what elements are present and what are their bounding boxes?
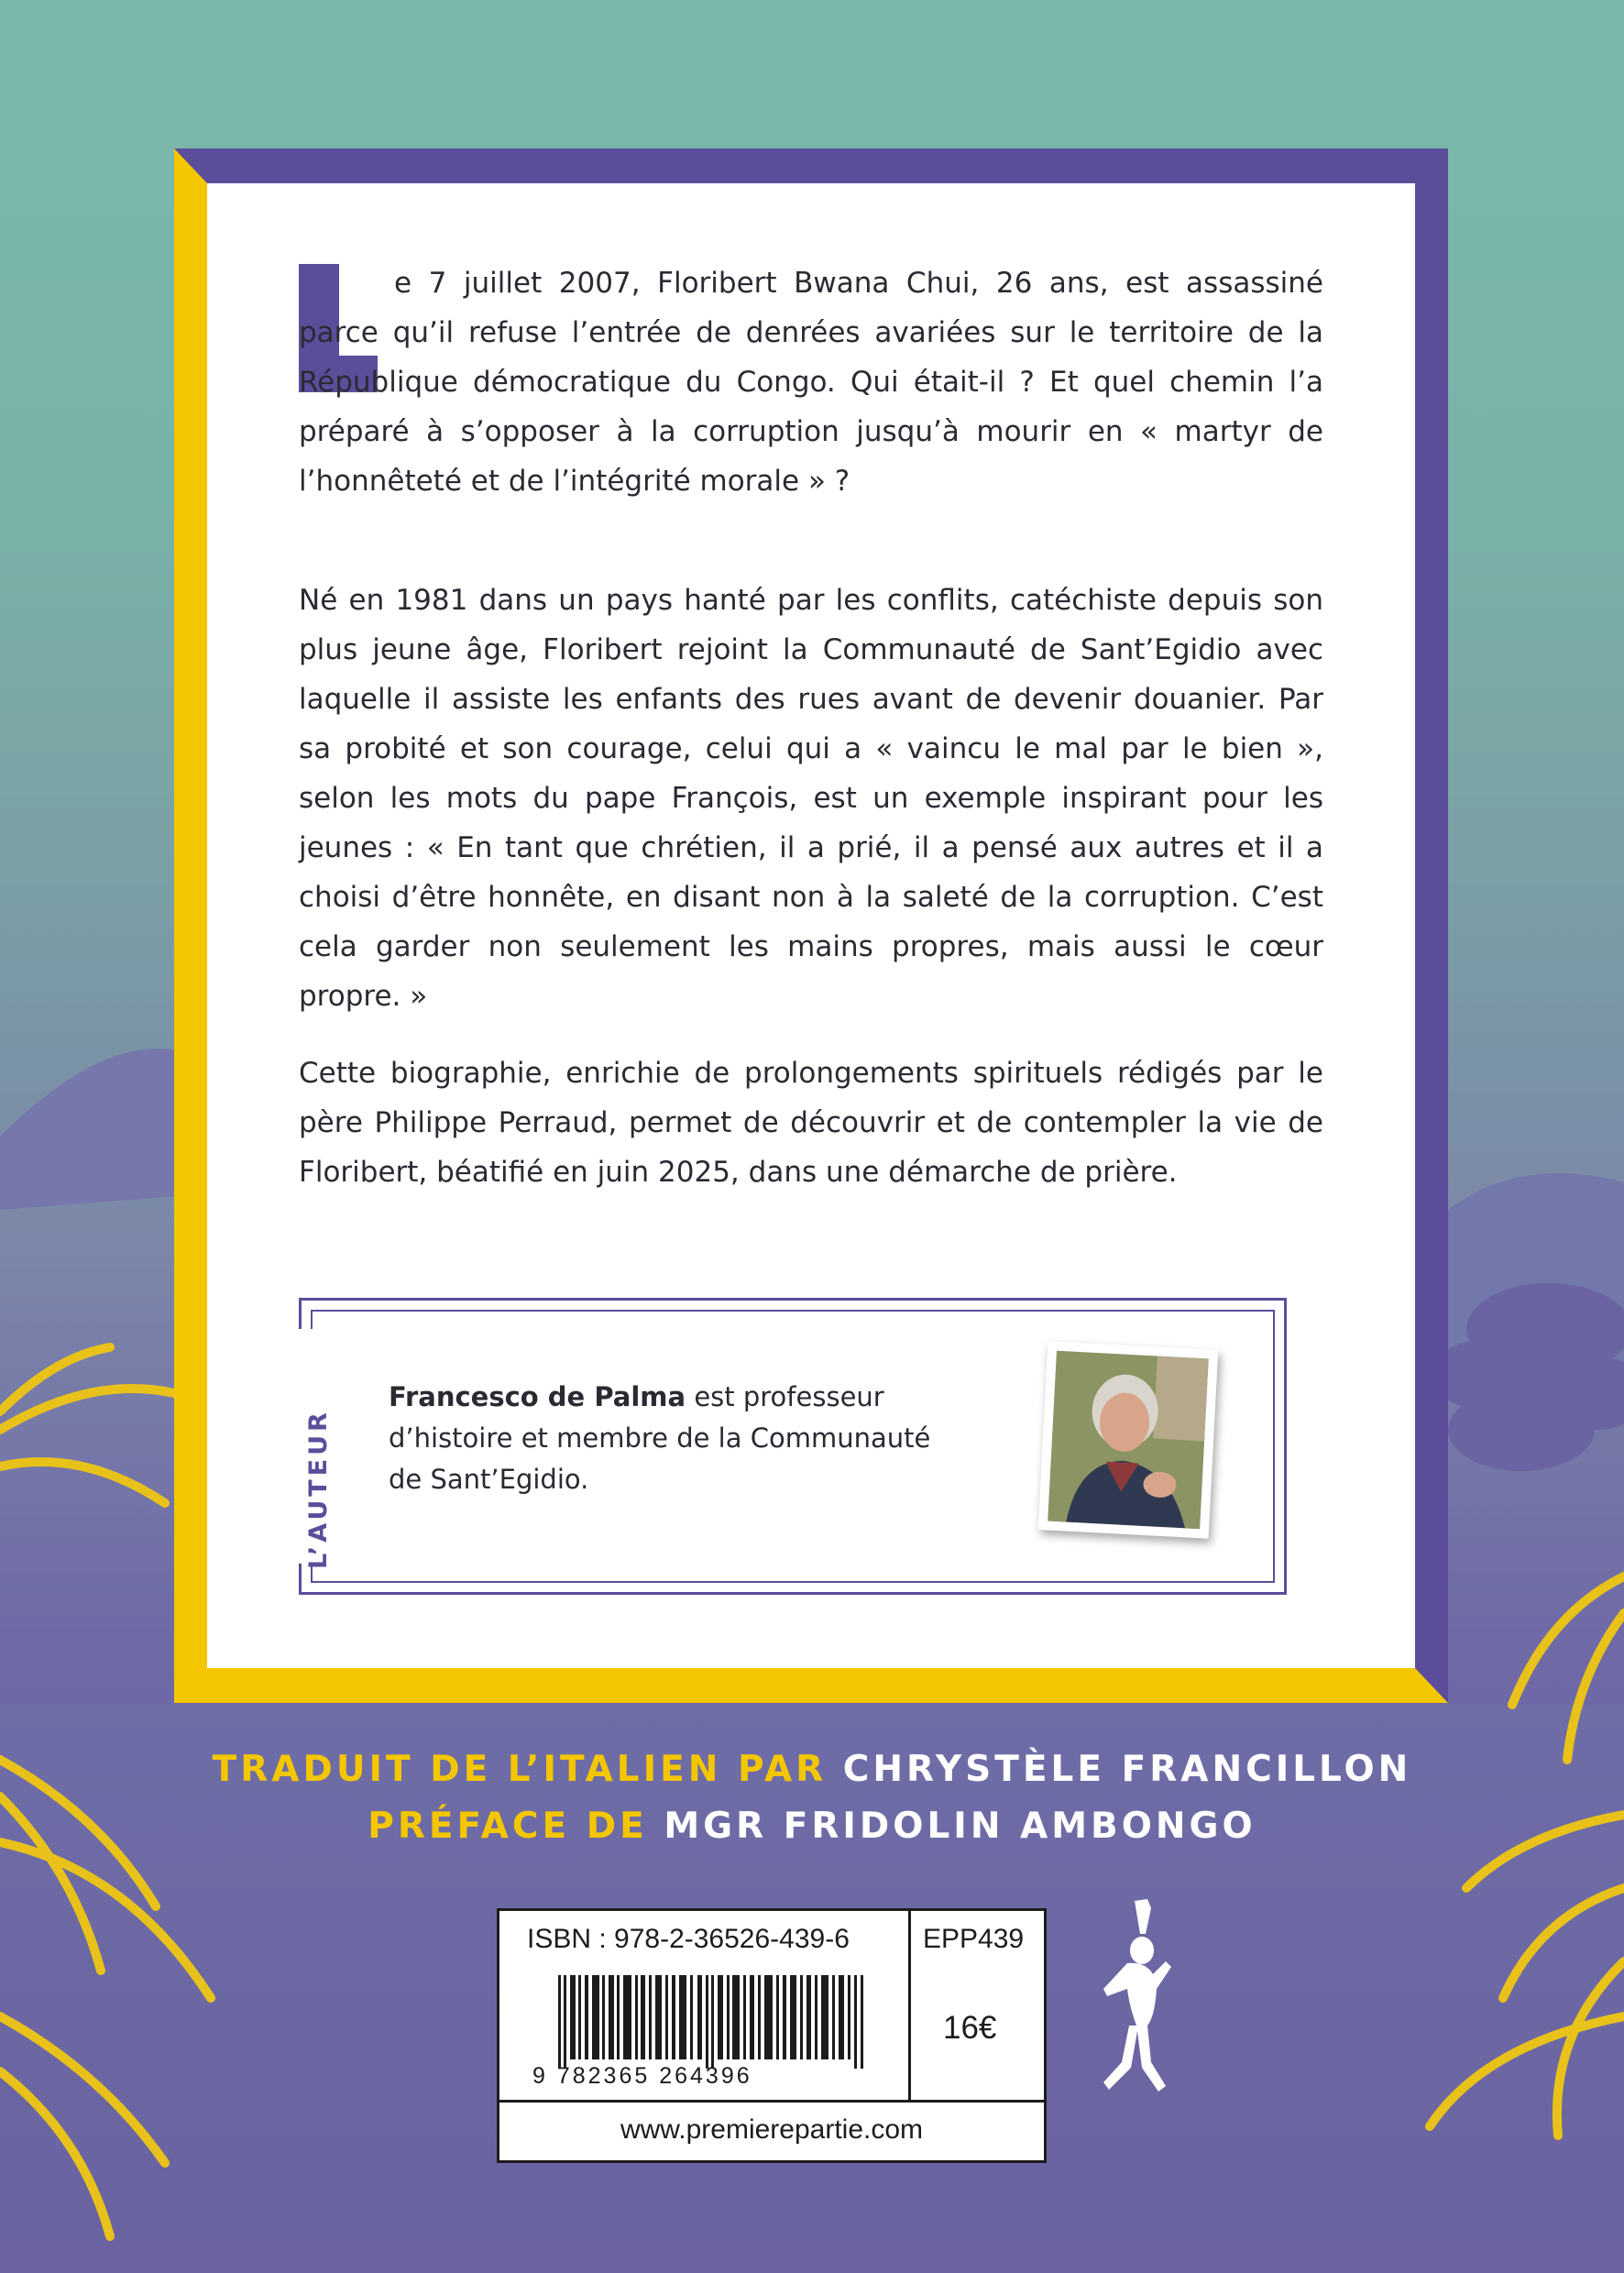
author-photo bbox=[1038, 1341, 1219, 1538]
synopsis-paragraph-1: e 7 juillet 2007, Floribert Bwana Chui, 26 ans, est assassiné parce qu’il refuse l’entrée de denrées avariées sur le territoire de la République démocratique du Congo. Qui était-il ? Et quel chemin l’a préparé à s’opposer à la corruption jusqu’à mourir en « martyr de l’honnêteté et de l’intégrité morale » ? bbox=[299, 267, 1323, 498]
preface-author: MGR FRIDOLIN AMBONGO bbox=[664, 1806, 1256, 1847]
preface-credit bbox=[0, 1806, 1624, 1847]
author-bio-text: est professeur d’histoire et membre de la Communauté de Sant’Egidio. bbox=[389, 1381, 931, 1495]
barcode-box bbox=[497, 1908, 1047, 2163]
author-portrait-icon bbox=[1048, 1351, 1209, 1529]
translated-label: TRADUIT DE L’ITALIEN PAR bbox=[212, 1749, 828, 1790]
synopsis-paragraph-2: Né en 1981 dans un pays hanté par les conflits, catéchiste depuis son plus jeune âge, Floribert rejoint la Communauté de Sant’Egidio avec laquelle il assiste les enfants des rues avant de devenir douanier. Par sa probité et son courage, celui qui a « vaincu le mal par le bien », selon les mots du pape François, est un exemple inspirant pour les jeunes : « En tant que chrétien, il a prié, il a pensé aux autres et il a choisi d’être honnête, en disant non à la saleté de la corruption. C’est cela garder non seulement les mains propres, mais aussi le cœur propre. » bbox=[299, 584, 1323, 1013]
publisher-logo-icon bbox=[1081, 1897, 1191, 2108]
synopsis-paragraph-3: Cette biographie, enrichie de prolongements spirituels rédigés par le père Philippe Perraud, permet de découvrir et de contempler la vie de Floribert, béatifié en juin 2025, dans une démarche de prière. bbox=[299, 1057, 1323, 1189]
barcode-bars bbox=[558, 1975, 870, 2069]
publisher-website[interactable]: www.premierepartie.com bbox=[620, 2114, 924, 2145]
translator-name: CHRYSTÈLE FRANCILLON bbox=[842, 1749, 1412, 1790]
barcode-digits: 9 782365 264396 bbox=[532, 2063, 752, 2089]
isbn: ISBN : 978-2-36526-439-6 bbox=[527, 1924, 850, 1954]
author-name: Francesco de Palma bbox=[389, 1381, 686, 1412]
product-code: EPP439 bbox=[923, 1924, 1025, 1954]
price: 16€ bbox=[943, 2010, 997, 2046]
preface-label: PRÉFACE DE bbox=[368, 1806, 648, 1847]
author-label: L’AUTEUR bbox=[304, 1409, 333, 1569]
translation-credit bbox=[0, 1749, 1624, 1790]
author-bio bbox=[389, 1377, 957, 1500]
